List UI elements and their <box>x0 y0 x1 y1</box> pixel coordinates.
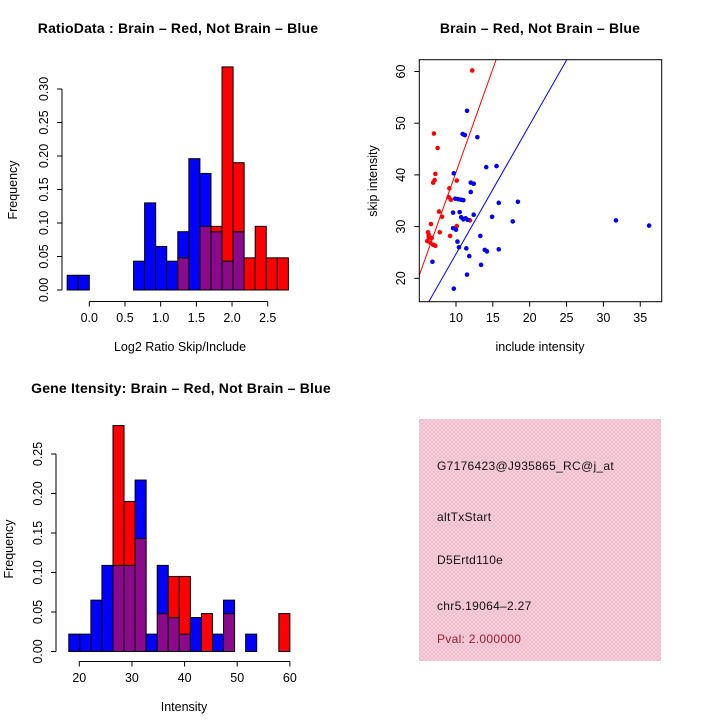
scatter-point-blue <box>490 214 495 219</box>
scatter-point-blue <box>455 239 460 244</box>
intensity-scatter-panel <box>366 0 662 354</box>
scatter-point-blue <box>451 286 456 291</box>
histogram-bar-blue <box>178 232 189 258</box>
histogram-bar-blue <box>189 159 200 290</box>
histogram-bar-red <box>211 226 222 231</box>
histogram-bar-blue <box>167 261 178 290</box>
scatter-point-blue <box>485 249 490 254</box>
histogram-bar-overlap <box>157 614 168 652</box>
scatter-point-red <box>429 236 434 241</box>
x-tick-label: 40 <box>177 671 192 685</box>
histogram-bar-red <box>201 614 212 652</box>
histogram-bar-red <box>279 614 290 652</box>
scatter-point-blue <box>478 234 483 239</box>
scatter-point-red <box>431 180 436 185</box>
x-tick-label: 50 <box>230 671 245 685</box>
y-tick-label: 20 <box>394 271 408 286</box>
y-tick-label: 0.05 <box>31 599 45 625</box>
histogram-bar-red <box>244 258 255 290</box>
x-tick-label: 10 <box>449 311 463 325</box>
histogram-bar-overlap <box>211 232 222 290</box>
scatter-point-red <box>470 68 475 73</box>
x-tick-label: 2.5 <box>259 311 277 325</box>
scatter-point-red <box>435 146 440 151</box>
regression-line-blue <box>419 0 661 319</box>
scatter-point-red <box>433 172 438 177</box>
scatter-point-blue <box>430 259 435 264</box>
scatter-point-blue <box>510 219 515 224</box>
scatter-point-red <box>429 222 434 227</box>
x-tick-label: 1.0 <box>151 311 170 325</box>
scatter-point-blue <box>516 199 521 204</box>
histogram-bar-blue <box>246 634 257 651</box>
y-tick-label: 60 <box>394 64 408 79</box>
y-tick-label: 30 <box>394 219 408 234</box>
event-type-text: altTxStart <box>437 510 492 524</box>
scatter-point-red <box>437 209 442 214</box>
probe-id-text: G7176423@J935865_RC@j_at <box>437 459 615 473</box>
scatter-point-blue <box>471 212 476 217</box>
x-tick-label: 20 <box>522 311 537 325</box>
scatter-point-red <box>432 131 437 136</box>
x-tick-label: 15 <box>485 311 500 325</box>
panel-title: RatioData : Brain – Red, Not Brain – Blue <box>37 20 319 36</box>
scatter-point-blue <box>496 247 501 252</box>
histogram-bar-blue <box>135 480 146 538</box>
gene-name-text: D5Ertd110e <box>437 553 504 567</box>
scatter-point-blue <box>465 108 470 113</box>
y-tick-label: 0.00 <box>37 277 51 303</box>
y-tick-label: 0.20 <box>31 481 45 506</box>
y-axis-label: Frequency <box>6 160 20 220</box>
histogram-bar-red <box>179 576 190 634</box>
y-axis-label: Frequency <box>2 519 16 579</box>
histogram-bar-blue <box>69 634 80 651</box>
scatter-point-red <box>437 230 442 235</box>
scatter-point-blue <box>465 218 470 223</box>
histogram-bar-red <box>277 258 288 290</box>
scatter-point-blue <box>484 165 489 170</box>
x-tick-label: 25 <box>559 311 574 325</box>
y-tick-label: 40 <box>394 167 408 182</box>
x-tick-label: 0.5 <box>116 311 134 325</box>
histogram-bar-blue <box>80 634 91 651</box>
histogram-bar-red <box>233 163 244 232</box>
scatter-point-blue <box>614 218 619 223</box>
histogram-bar-red <box>266 258 277 290</box>
histogram-bar-blue <box>200 173 211 226</box>
scatter-point-blue <box>496 201 501 206</box>
y-tick-label: 0.20 <box>37 143 51 169</box>
histogram-bar-overlap <box>135 539 146 652</box>
histogram-bar-overlap <box>113 565 124 651</box>
y-tick-label: 0.10 <box>31 560 45 585</box>
pval-text: Pval: 2.000000 <box>437 632 522 646</box>
gene-info-panel <box>419 419 661 661</box>
histogram-bar-blue <box>102 565 113 651</box>
histogram-bar-blue <box>224 600 235 613</box>
histogram-bar-overlap <box>224 614 235 652</box>
x-tick-label: 1.5 <box>187 311 206 325</box>
scatter-point-blue <box>451 210 456 215</box>
panel-title: Brain – Red, Not Brain – Blue <box>439 20 641 36</box>
scatter-point-red <box>448 234 453 239</box>
x-axis-label: include intensity <box>495 340 585 354</box>
x-tick-label: 2.0 <box>223 311 241 325</box>
scatter-point-blue <box>451 171 456 176</box>
histogram-bar-red <box>168 576 179 617</box>
scatter-point-blue <box>494 164 499 169</box>
x-tick-label: 20 <box>72 671 87 685</box>
histogram-bar-blue <box>91 600 102 651</box>
scatter-point-blue <box>461 198 466 203</box>
y-tick-label: 0.15 <box>37 177 51 202</box>
y-tick-label: 0.25 <box>31 441 45 467</box>
scatter-point-red <box>447 186 452 191</box>
scatter-point-blue <box>471 181 476 186</box>
scatter-point-blue <box>647 223 652 228</box>
y-tick-label: 0.15 <box>31 520 45 546</box>
regression-line-red <box>419 0 661 276</box>
histogram-bar-blue <box>157 565 168 613</box>
histogram-bar-overlap <box>168 618 179 652</box>
histogram-bar-blue <box>156 246 167 290</box>
scatter-point-blue <box>457 245 462 250</box>
scatter-point-blue <box>479 263 484 268</box>
scatter-point-red <box>449 197 454 202</box>
histogram-bar-blue <box>190 618 201 652</box>
x-tick-label: 0.0 <box>80 311 98 325</box>
histogram-bar-overlap <box>179 634 190 651</box>
scatter-point-blue <box>464 246 469 251</box>
scatter-point-blue <box>457 210 462 215</box>
histogram-bar-blue <box>212 634 223 651</box>
histogram-bar-red <box>124 501 135 565</box>
scatter-point-blue <box>465 272 470 277</box>
x-axis-label: Intensity <box>160 700 208 714</box>
locus-text: chr5.19064–2.27 <box>437 599 532 613</box>
scatter-point-blue <box>463 133 468 138</box>
histogram-bar-overlap <box>233 232 244 290</box>
gene-intensity-histogram-panel <box>2 380 331 714</box>
histogram-bar-overlap <box>200 226 211 290</box>
scatter-point-red <box>440 214 445 219</box>
x-tick-label: 30 <box>596 311 611 325</box>
y-tick-label: 0.10 <box>37 210 51 236</box>
panel-title: Gene Itensity: Brain – Red, Not Brain – Blue <box>31 380 331 396</box>
histogram-bar-overlap <box>178 258 189 290</box>
x-axis-label: Log2 Ratio Skip/Include <box>113 340 247 354</box>
histogram-bar-blue <box>67 275 78 290</box>
histogram-bar-blue <box>146 634 157 651</box>
y-axis-label: skip intensity <box>366 145 380 217</box>
histogram-bar-blue <box>145 203 156 290</box>
y-tick-label: 0.05 <box>37 244 51 269</box>
scatter-point-red <box>454 178 459 183</box>
scatter-point-blue <box>475 135 480 140</box>
scatter-point-blue <box>467 254 472 259</box>
histogram-bar-overlap <box>124 565 135 651</box>
histogram-bar-blue <box>134 261 145 290</box>
histogram-bar-overlap <box>222 261 233 290</box>
x-tick-label: 60 <box>282 671 297 685</box>
histogram-bar-red <box>222 67 233 261</box>
x-tick-label: 35 <box>633 311 648 325</box>
ratio-histogram-panel <box>6 20 318 354</box>
histogram-bar-blue <box>78 275 89 290</box>
y-tick-label: 50 <box>394 116 408 131</box>
histogram-bar-red <box>255 226 266 290</box>
scatter-point-blue <box>468 190 473 195</box>
y-tick-label: 0.25 <box>37 110 51 135</box>
histogram-bar-red <box>113 426 124 566</box>
scatter-point-blue <box>454 227 459 232</box>
x-tick-label: 30 <box>124 671 139 685</box>
y-tick-label: 0.30 <box>37 76 51 102</box>
scatter-point-red <box>431 242 436 247</box>
y-tick-label: 0.00 <box>31 639 45 664</box>
